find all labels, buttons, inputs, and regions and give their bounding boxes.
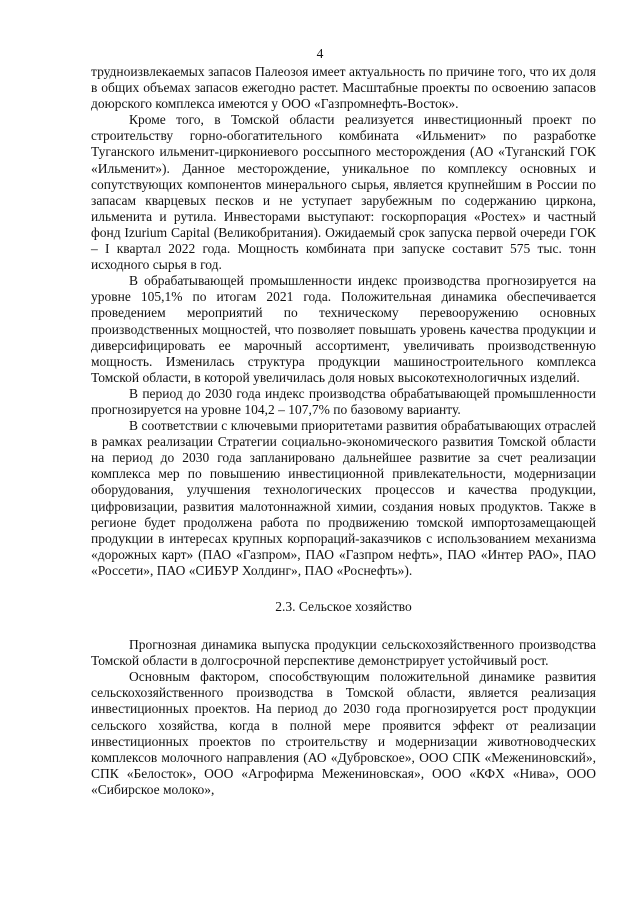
paragraph-manufacturing-index: В обрабатывающей промышленности индекс производства прогнозируется на уровне 105,1% по итогам 2021 года. Положительная динамика обеспечивается проведением мероприятий по техническому перевооружению основных производственных мощностей, что позволяет повышать уровень качества продукции и диверсифицировать ее марочный ассортимент, увеличивать производственную мощность. Изменилась структура продукции машиностроительного комплекса Томской области, в которой увеличилась доля новых высокотехнологичных изделий.: [91, 273, 596, 385]
paragraph-strategy-priorities: В соответствии с ключевыми приоритетами развития обрабатывающих отраслей в рамках реализации Стратегии социально-экономического развития Томской области на период до 2030 года запланировано дальнейшее развитие за счет реализации комплекса мер по повышению инвестиционной привлекательности, модернизации оборудования, улучшения технологических процессов и качества продукции, цифровизации, развития малотоннажной химии, создания новых продуктов. Также в регионе будет продолжена работа по продвижению томской импортозамещающей продукции в интересах крупных корпораций-заказчиков с использованием механизма «дорожных карт» (ПАО «Газпром», ПАО «Газпром нефть», ПАО «Интер РАО», ПАО «Россети», ПАО «СИБУР Холдинг», ПАО «Роснефть»).: [91, 418, 596, 578]
section-heading: 2.3. Сельское хозяйство: [275, 599, 412, 614]
paragraph-manufacturing-forecast: В период до 2030 года индекс производства обрабатывающей промышленности прогнозируется на уровне 104,2 – 107,7% по базовому варианту.: [91, 385, 596, 417]
paragraph-ilmenite-project: Кроме того, в Томской области реализуется инвестиционный проект по строительству горно-обогатительного комбината «Ильменит» по разработке Туганского ильменит-циркониевого россыпного месторождения (АО «Туганский ГОК «Ильменит»). Данное месторождение, уникальное по комплексу основных и сопутствующих компонентов минерального сырья, является крупнейшим в России по запасам кварцевых песков и не уступает зарубежным по содержанию циркона, ильменита и рутила. Инвесторами выступают: госкорпорация «Ростех» и частный фонд Izurium Capital (Великобритания). Ожидаемый срок запуска первой очереди ГОК – I квартал 2022 года. Мощность комбината при запуске составит 575 тыс. тонн исходного сырья в год.: [91, 112, 596, 273]
page-number: 4: [316, 46, 324, 61]
paragraph-agriculture-dynamics: Прогнозная динамика выпуска продукции сельскохозяйственного производства Томской области в долгосрочной перспективе демонстрирует устойчивый рост.: [91, 637, 596, 669]
paragraph-agriculture-factors: Основным фактором, способствующим положительной динамике развития сельскохозяйственного производства в Томской области, является реализация инвестиционных проектов. На период до 2030 года прогнозируется рост продукции сельского хозяйства, когда в полной мере проявится эффект от реализации инвестиционных проектов по строительству и модернизации животноводческих комплексов молочного направления (АО «Дубровское», ООО СПК «Межениновский», СПК «Белосток», ООО «Агрофирма Межениновская», ООО «КФХ «Нива», ООО «Сибирское молоко»,: [91, 669, 596, 797]
document-body: [91, 64, 596, 798]
paragraph-continuation: трудноизвлекаемых запасов Палеозоя имеет актуальность по причине того, что их доля в общих объемах запасов ежегодно растет. Масштабные проекты по освоению запасов доюрского комплекса имеются у ООО «Газпромнефть-Восток».: [91, 64, 596, 112]
